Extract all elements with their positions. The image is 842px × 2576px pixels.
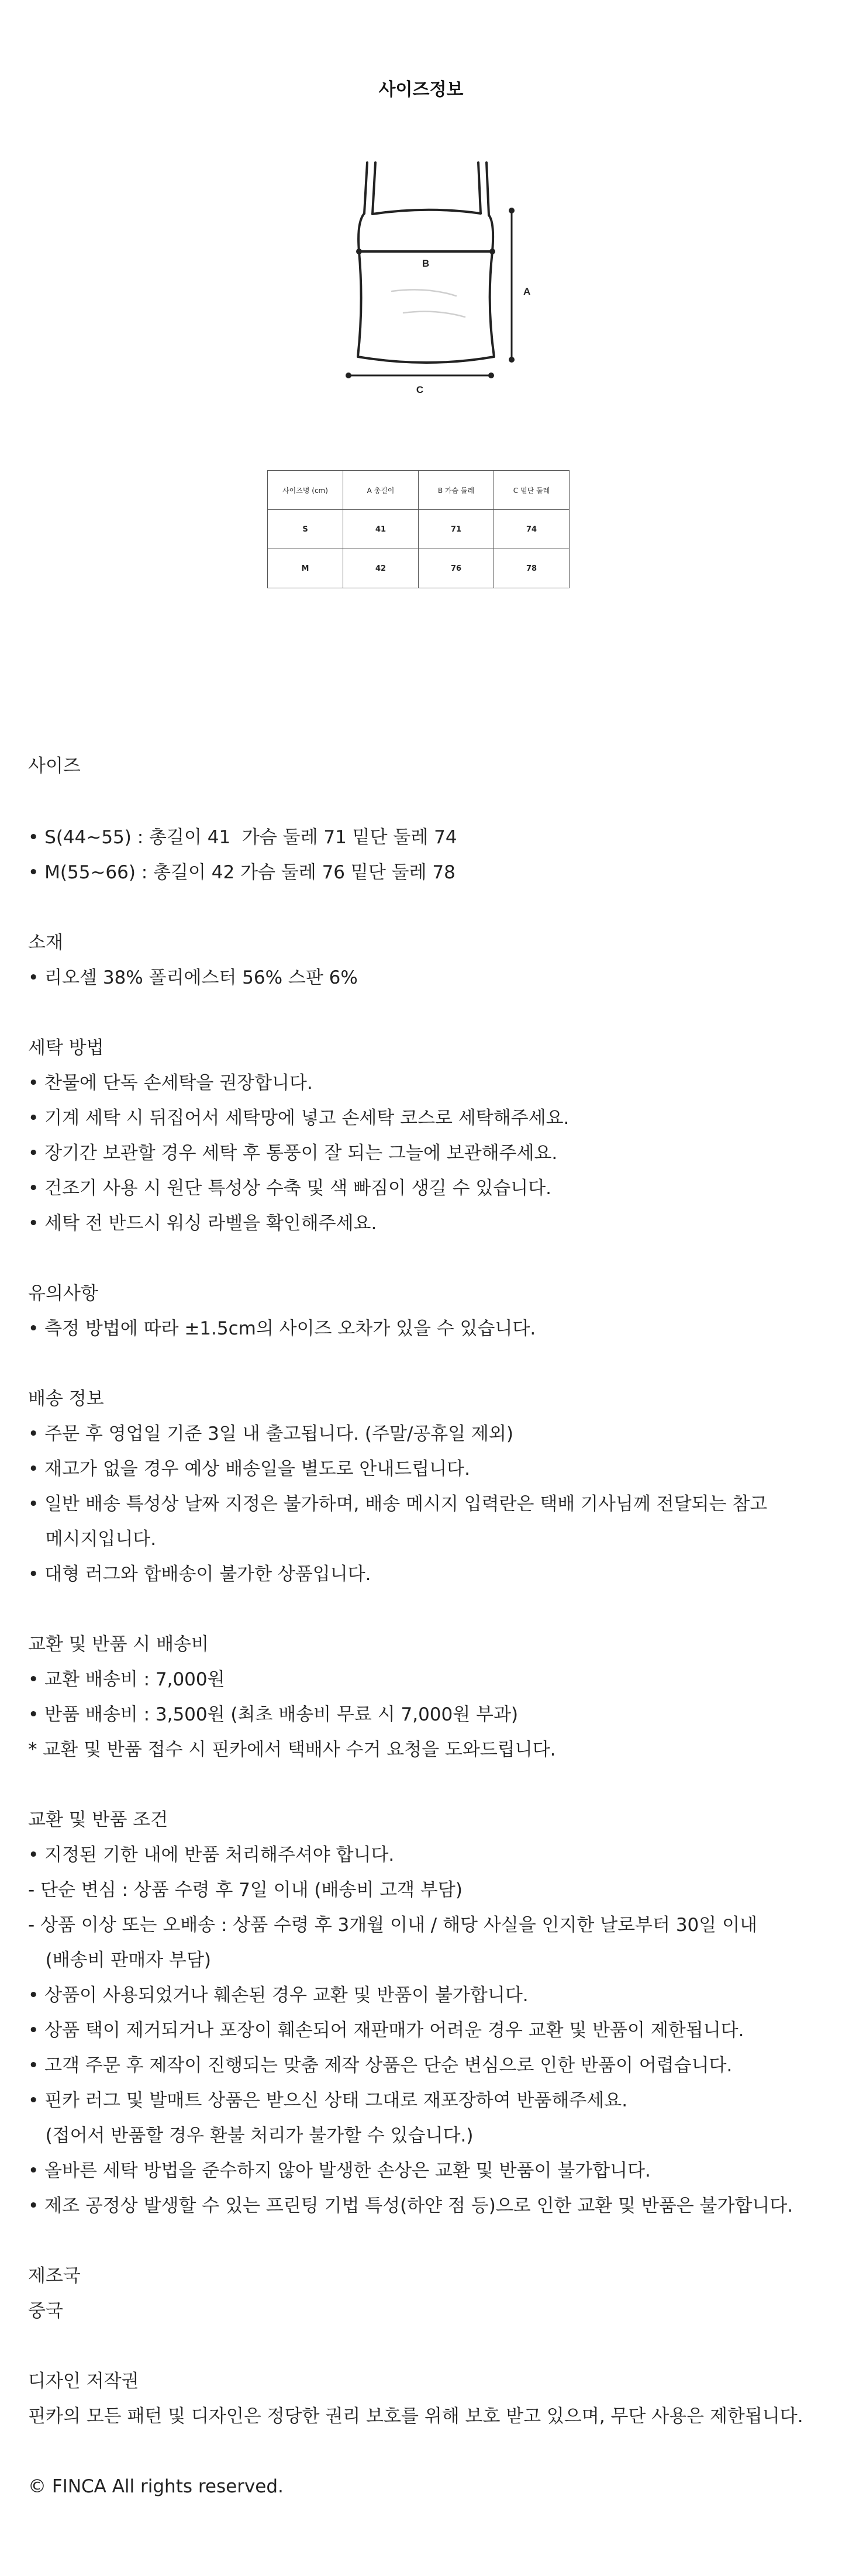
section-line: • 제조 공정상 발생할 수 있는 프린팅 기법 특성(하얀 점 등)으로 인한 교환 및 반품은 불가합니다. [28,2195,793,2216]
spacer [28,784,823,820]
left-strap-inner [372,163,375,214]
size-table-row [268,510,570,549]
section-line: • 지정된 기한 내에 반품 처리해주셔야 합니다. [28,1844,395,1865]
section-line: • 고객 주문 후 제작이 진행되는 맞춤 제작 상품은 단순 변심으로 인한 반품이 어렵습니다. [28,2055,733,2076]
section-line: (배송비 판매자 부담) [28,1950,212,1971]
section-line: • 측정 방법에 따라 ±1.5cm의 사이즈 오차가 있을 수 있습니다. [28,1318,536,1339]
section-line: * 교환 및 반품 접수 시 핀카에서 택배사 수거 요청을 도와드립니다. [28,1739,556,1760]
spacer [28,1241,823,1276]
size-table-cell: S [268,510,343,549]
section-title: 소재 [28,932,63,953]
size-table-header-row [268,471,570,510]
size-table-header: B 가슴 둘레 [419,471,494,510]
garment-body [358,213,494,363]
section-line: - 상품 이상 또는 오배송 : 상품 수령 후 3개월 이내 / 해당 사실을 인지한 날로부터 30일 이내 [28,1915,757,1936]
size-table-cell: 71 [419,510,494,549]
section-line: (접어서 반품할 경우 환불 처리가 불가할 수 있습니다.) [28,2125,474,2146]
section-title: 배송 정보 [28,1388,104,1409]
section-line: • 장기간 보관할 경우 세탁 후 통풍이 잘 되는 그늘에 보관해주세요. [28,1143,558,1164]
section-line: 메시지입니다. [28,1529,157,1550]
section-title: 제조국 [28,2265,81,2287]
section-line: • 재고가 없을 경우 예상 배송일을 별도로 안내드립니다. [28,1458,470,1480]
size-table-cell: 76 [419,549,494,588]
diagram-label-b: B [422,258,430,269]
spacer [28,1767,823,1802]
section-line: • 상품 택이 제거되거나 포장이 훼손되어 재판매가 어려운 경우 교환 및 반품이 제한됩니다. [28,2020,744,2041]
spacer [28,2329,823,2364]
size-table-cell: M [268,549,343,588]
size-table-cell: 74 [494,510,570,549]
size-table-cell: 41 [343,510,419,549]
spacer [28,995,823,1030]
spacer [28,890,823,925]
size-table-cell: 42 [343,549,419,588]
size-table-header: C 밑단 둘레 [494,471,570,510]
section-line: • M(55~66) : 총길이 42 가슴 둘레 76 밑단 둘레 78 [28,862,455,883]
spacer [28,1346,823,1381]
size-table [267,470,570,588]
size-table-header: 사이즈명 (cm) [268,471,343,510]
section-line: • 건조기 사용 시 원단 특성상 수축 및 색 빠짐이 생길 수 있습니다. [28,1178,552,1199]
spacer [28,2434,823,2469]
right-strap [478,163,481,213]
section-line: • 교환 배송비 : 7,000원 [28,1669,225,1690]
left-strap [364,163,367,213]
section-line: • 주문 후 영업일 기준 3일 내 출고됩니다. (주말/공휴일 제외) [28,1423,513,1444]
section-title: 교환 및 반품 조건 [28,1809,168,1830]
size-table-header: A 총길이 [343,471,419,510]
section-title: 디자인 저작권 [28,2371,139,2392]
right-strap-inner [486,163,489,215]
spacer [28,1592,823,1627]
section-line: • 일반 배송 특성상 날짜 지정은 불가하며, 배송 메시지 입력란은 택배 기사님께 전달되는 참고 [28,1494,768,1515]
section-line: • 반품 배송비 : 3,500원 (최초 배송비 무료 시 7,000원 부과) [28,1704,519,1725]
section-line: • 핀카 러그 및 발매트 상품은 받으신 상태 그대로 재포장하여 반품해주세요. [28,2090,628,2111]
section-line: • 찬물에 단독 손세탁을 권장합니다. [28,1073,313,1094]
product-info-text [28,749,823,2504]
size-table-row [268,549,570,588]
diagram-label-a: A [523,286,531,297]
section-line: • 대형 러그와 합배송이 불가한 상품입니다. [28,1564,371,1585]
section-title: 교환 및 반품 시 배송비 [28,1634,209,1655]
section-title: 사이즈 [28,756,81,777]
section-line: • 리오셀 38% 폴리에스터 56% 스판 6% [28,967,358,988]
copyright-text: © FINCA All rights reserved. [28,2476,284,2497]
section-line: 중국 [28,2301,63,2322]
diagram-label-c: C [416,384,424,395]
section-title: 세탁 방법 [28,1037,104,1058]
section-line: • 기계 세탁 시 뒤집어서 세탁망에 넣고 손세탁 코스로 세탁해주세요. [28,1108,570,1129]
neckline [372,210,481,214]
garment-size-diagram [333,158,531,409]
section-line: • 상품이 사용되었거나 훼손된 경우 교환 및 반품이 불가합니다. [28,1985,529,2006]
section-title: 유의사항 [28,1283,98,1304]
spacer [28,2223,823,2258]
size-info-title: 사이즈정보 [378,80,464,101]
section-line: • S(44~55) : 총길이 41 가슴 둘레 71 밑단 둘레 74 [28,827,457,848]
section-line: 핀카의 모든 패턴 및 디자인은 정당한 권리 보호를 위해 보호 받고 있으며, 무단 사용은 제한됩니다. [28,2406,803,2427]
section-line: • 올바른 세탁 방법을 준수하지 않아 발생한 손상은 교환 및 반품이 불가합니다. [28,2160,651,2181]
section-line: • 세탁 전 반드시 워싱 라벨을 확인해주세요. [28,1213,377,1234]
section-line: - 단순 변심 : 상품 수령 후 7일 이내 (배송비 고객 부담) [28,1880,463,1901]
size-table-cell: 78 [494,549,570,588]
